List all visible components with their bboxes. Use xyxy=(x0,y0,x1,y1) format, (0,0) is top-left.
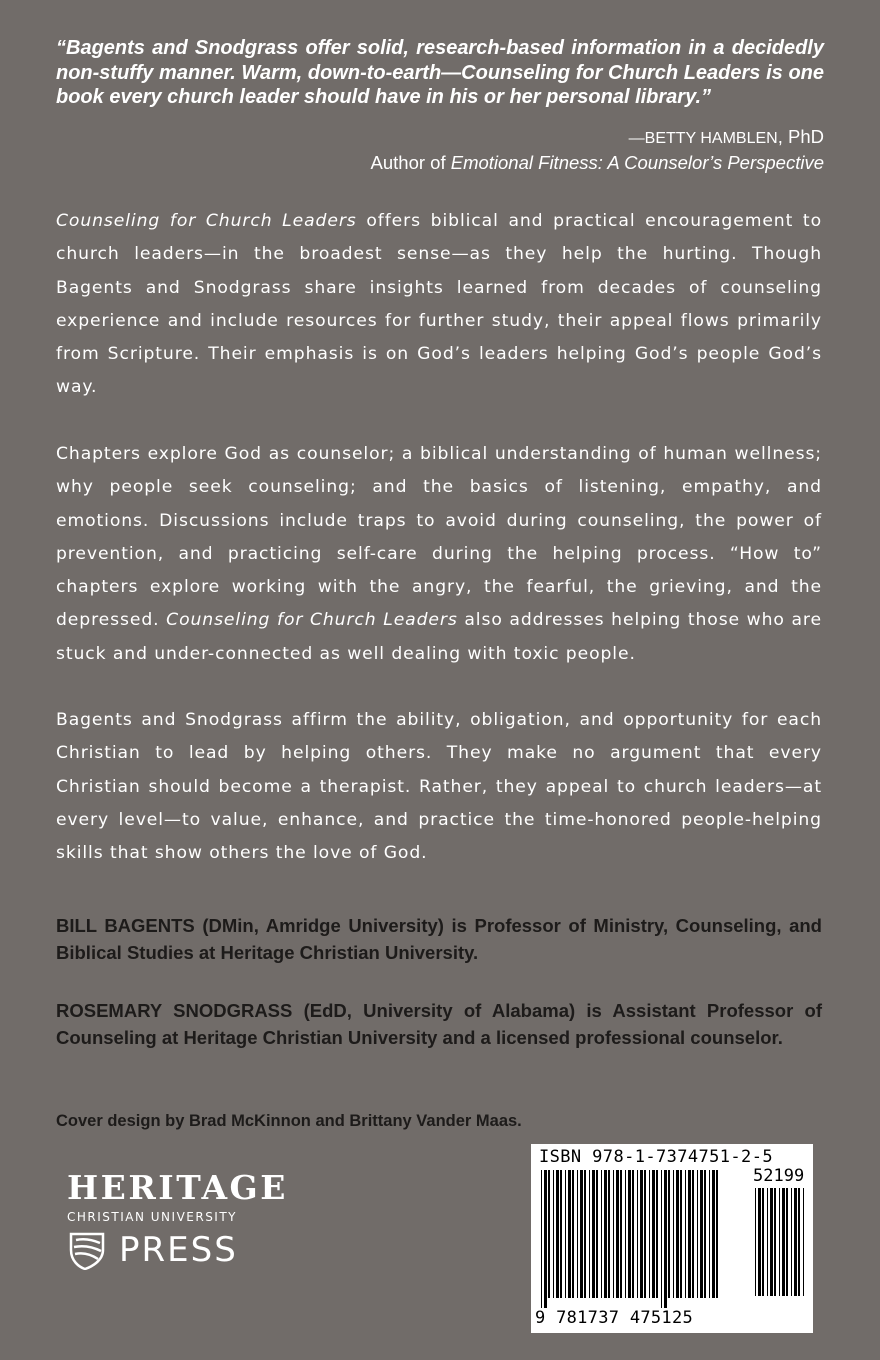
barcode-bar xyxy=(548,1170,550,1298)
barcode-bar xyxy=(553,1170,554,1298)
publisher-logo xyxy=(67,1168,288,1270)
barcode-bar xyxy=(649,1170,650,1298)
barcode-bar xyxy=(803,1188,804,1296)
price-code: 52199 xyxy=(753,1166,805,1186)
barcode-bar xyxy=(556,1170,559,1298)
barcode-bar xyxy=(676,1170,679,1298)
endorser-name: —BETTY HAMBLEN, PhD xyxy=(628,126,824,147)
barcode-bar xyxy=(577,1170,578,1298)
barcode-bar xyxy=(770,1188,773,1296)
addon-barcode xyxy=(753,1188,807,1328)
description-paragraph-2: Chapters explore God as counselor; a biblical understanding of human wellness; why people seek counseling; and the basics of listening, empathy, and emotions. Discussions include traps to avoid during counseling, the power of prevention, and practicing self-care during the helping process. “How to” chapters explore working with the angry, the fearful, the grieving, and the depressed. Counseling for Church Leaders also addresses helping those who are stuck and under-connected as well dealing with toxic people. xyxy=(56,444,822,664)
barcode-bar xyxy=(644,1170,646,1298)
isbn-label: ISBN 978-1-7374751-2-5 xyxy=(539,1147,773,1167)
barcode-bar xyxy=(616,1170,619,1298)
barcode-bar xyxy=(716,1170,718,1298)
description-paragraph-3: Bagents and Snodgrass affirm the ability, obligation, and opportunity for each Christian to lead by helping others. They make no argument that every Christian should become a therapist. Rather, they appeal to church leaders—at every level—to value, enhance, and practice the time-honored people-helping skills that show others the love of God. xyxy=(56,710,822,864)
barcode-bar xyxy=(774,1188,776,1296)
logo-heritage-wordmark: HERITAGE xyxy=(67,1168,288,1207)
barcode-bar xyxy=(794,1188,797,1296)
logo-subtitle: CHRISTIAN UNIVERSITY xyxy=(67,1210,238,1224)
barcode-bar xyxy=(709,1170,710,1298)
barcode-bar xyxy=(628,1170,631,1298)
barcode-bar xyxy=(592,1170,595,1298)
endorser-role: Author of Emotional Fitness: A Counselor’s Perspective xyxy=(370,152,824,173)
barcode-bar xyxy=(544,1170,547,1308)
description-paragraph-1: Counseling for Church Leaders offers biblical and practical encouragement to church leaders—in the broadest sense—as they help the hurting. Though Bagents and Snodgrass share insights learned from decades of counseling experience and include resources for further study, their appeal flows primarily from Scripture. Their emphasis is on God’s leaders helping God’s people God’s way. xyxy=(56,211,822,398)
barcode-bar xyxy=(704,1170,706,1298)
barcode-bar xyxy=(685,1170,686,1298)
barcode-bar xyxy=(782,1188,785,1296)
barcode-bar xyxy=(755,1188,756,1296)
author-bio-snodgrass: ROSEMARY SNODGRASS (EdD, University of Alabama) is Assistant Professor of Counseling at Heritage Christian University and a licensed professional counselor. xyxy=(56,1000,822,1048)
barcode-bar xyxy=(791,1188,792,1296)
barcode-bar xyxy=(596,1170,598,1298)
barcode-bar xyxy=(541,1170,542,1308)
cover-design-credit: Cover design by Brad McKinnon and Brittany Vander Maas. xyxy=(56,1112,522,1130)
barcode-bar xyxy=(613,1170,614,1298)
barcode-bar xyxy=(604,1170,607,1298)
barcode-bar xyxy=(688,1170,691,1298)
barcode-bar xyxy=(697,1170,698,1298)
barcode-bar xyxy=(779,1188,780,1296)
barcode-bar xyxy=(601,1170,602,1298)
barcode-bar xyxy=(680,1170,682,1298)
barcode-bar xyxy=(673,1170,674,1298)
barcode-bar xyxy=(664,1170,667,1308)
barcode-bar xyxy=(798,1188,800,1296)
endorser-book-title: Emotional Fitness: A Counselor’s Perspective xyxy=(450,152,824,173)
barcode-bar xyxy=(762,1188,764,1296)
barcode-bar xyxy=(620,1170,622,1298)
barcode-bar xyxy=(632,1170,634,1298)
endorsement-quote xyxy=(56,36,824,110)
logo-press-wordmark: PRESS xyxy=(119,1230,238,1270)
barcode-bar xyxy=(758,1188,761,1296)
barcode-bar xyxy=(589,1170,590,1298)
quote-attribution xyxy=(371,125,824,175)
barcode-bar xyxy=(580,1170,583,1298)
shield-icon xyxy=(67,1230,113,1270)
quote-text: “Bagents and Snodgrass offer solid, research-based information in a decidedly non-stuffy manner. Warm, down-to-earth—Counseling for Church Leaders is one book every church leader should have in his or her personal library.” xyxy=(56,37,824,108)
isbn-barcode-block xyxy=(531,1144,813,1333)
ean-barcode xyxy=(539,1170,719,1308)
barcode-bar xyxy=(700,1170,703,1298)
author-bio-bagents: BILL BAGENTS (DMin, Amridge University) is Professor of Ministry, Counseling, and Biblical Studies at Heritage Christian University. xyxy=(56,915,822,963)
barcode-bar xyxy=(668,1170,670,1298)
book-title-inline: Counseling for Church Leaders xyxy=(166,610,458,631)
barcode-bar xyxy=(656,1170,658,1298)
barcode-bar xyxy=(652,1170,655,1298)
barcode-bar xyxy=(712,1170,715,1298)
barcode-bar xyxy=(637,1170,638,1298)
barcode-bar xyxy=(640,1170,643,1298)
barcode-bar xyxy=(568,1170,571,1298)
barcode-bar xyxy=(560,1170,562,1298)
barcode-bar xyxy=(625,1170,626,1298)
barcode-bar xyxy=(692,1170,694,1298)
barcode-bar xyxy=(661,1170,662,1308)
barcode-bar xyxy=(608,1170,610,1298)
book-title-inline: Counseling for Church Leaders xyxy=(56,211,357,231)
barcode-bar xyxy=(584,1170,586,1298)
barcode-bar xyxy=(767,1188,768,1296)
barcode-bar xyxy=(565,1170,566,1298)
barcode-bar xyxy=(572,1170,574,1298)
barcode-number: 9 781737 475125 xyxy=(535,1308,694,1328)
barcode-bar xyxy=(786,1188,788,1296)
